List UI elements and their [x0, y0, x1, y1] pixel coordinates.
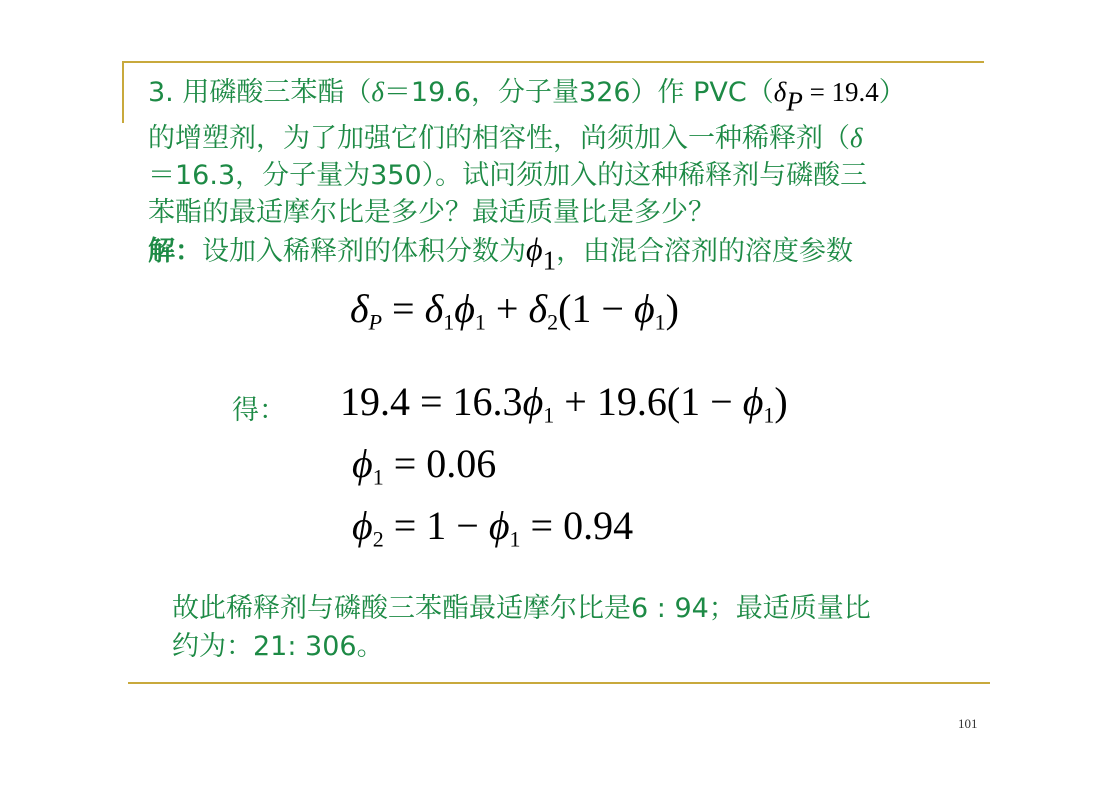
page-number: 101 — [958, 716, 978, 731]
answer-block — [172, 590, 992, 666]
question-line-2: 的增塑剂，为了加强它们的相容性，尚须加入一种稀释剂（δ — [148, 123, 863, 155]
top-rule — [122, 61, 984, 63]
equation-3: $\phi_2 = 1 - \phi_1 = 0.94$ — [352, 503, 634, 552]
equation-2: $\phi_1 = 0.06$ — [352, 441, 497, 490]
solution-label: 解： — [148, 236, 202, 268]
derive-label: 得： — [232, 395, 286, 426]
solution-line: 解：设加入稀释剂的体积分数为$\phi_1$，由混合溶剂的溶度参数 — [148, 231, 854, 276]
answer-line-2: 约为：21: 306。 — [172, 631, 384, 662]
left-rule — [122, 61, 124, 123]
question-line-3: ＝16.3，分子量为350）。试问须加入的这种稀释剂与磷酸三 — [148, 160, 868, 192]
question-block — [148, 74, 998, 280]
answer-line-1: 故此稀释剂与磷酸三苯酯最适摩尔比是6 : 94；最适质量比 — [172, 593, 871, 624]
equation-1: $19.4 = 16.3\phi_1 + 19.6(1 - \phi_1)$ — [340, 379, 788, 428]
question-line-1: 3. 用磷酸三苯酯（δ＝19.6，分子量326）作 $PVC(\delta_P = 19.4)$ — [148, 77, 906, 117]
bottom-rule — [128, 682, 990, 684]
question-line-4: 苯酯的最适摩尔比是多少？最适质量比是多少？ — [148, 197, 715, 229]
main-equation: $\delta_P = \delta_1\phi_1 + \delta_2(1 - \phi_1)$ — [350, 286, 679, 335]
